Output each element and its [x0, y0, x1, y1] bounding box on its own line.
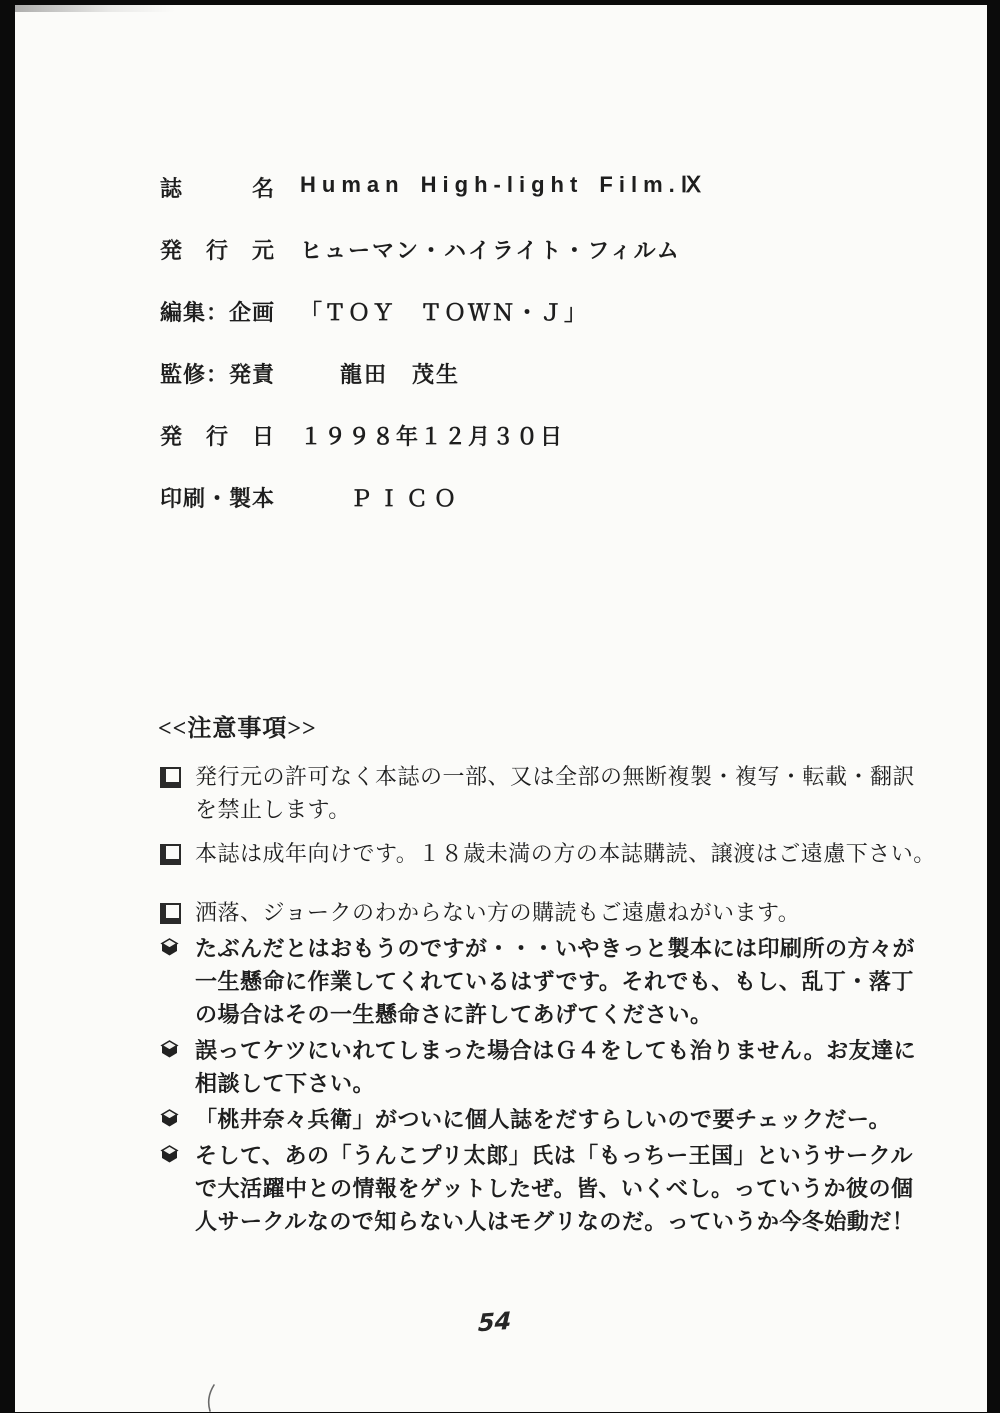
colophon-row-title [160, 172, 947, 234]
pen-mark [203, 1383, 219, 1413]
cube-bullet-icon [160, 1145, 179, 1164]
notice-line: で大活躍中との情報をゲットしたぜ。皆、いくべし。っていうか彼の個 [195, 1176, 914, 1201]
colophon-row-editing [160, 296, 947, 358]
notice-line: そして、あの「うんこプリ太郎」氏は「もっちー王国」というサークル [195, 1143, 914, 1168]
scanned-page [15, 5, 987, 1412]
notices-heading: <<注意事項>> [158, 716, 317, 742]
notice-item [160, 1139, 920, 1238]
notice-item [160, 896, 920, 929]
cube-bullet-icon [160, 938, 179, 957]
page-number: 54 [477, 1306, 512, 1338]
notice-line: 誤ってケツにいれてしまった場合はＧ４をしても治りません。お友達に [195, 1038, 917, 1063]
colophon-label: 発 行 元 [160, 238, 276, 263]
colophon-row-supervision [160, 358, 947, 420]
colophon-row-printing [160, 482, 947, 544]
notice-line: 一生懸命に作業してくれているはずです。それでも、もし、乱丁・落丁 [195, 969, 914, 994]
notice-line: 人サークルなので知らない人はモグリなのだ。っていうか今冬始動だ！ [195, 1209, 915, 1234]
colophon-block [160, 172, 947, 544]
colophon-value: ＰＩＣＯ [350, 486, 463, 511]
notice-line: 本誌は成年向けです。１８歳未満の方の本誌購読、譲渡はご遠慮下さい。 [195, 841, 936, 866]
notice-item [160, 837, 936, 870]
notice-item [160, 932, 920, 1031]
colophon-label: 誌 名 [160, 176, 276, 201]
open-box-bullet-icon [160, 844, 181, 865]
colophon-row-date [160, 420, 947, 482]
colophon-value: ヒューマン・ハイライト・フィルム [300, 238, 681, 263]
notice-line: 相談して下さい。 [195, 1071, 376, 1096]
colophon-value: 龍田 茂生 [340, 362, 461, 387]
colophon-label: 監修：発責 [160, 362, 276, 387]
colophon-label: 印刷・製本 [160, 486, 276, 511]
notice-line: 「桃井奈々兵衛」がついに個人誌をだすらしいので要チェックだー。 [195, 1107, 891, 1132]
colophon-value: 「ＴＯＹ ＴＯＷＮ・Ｊ」 [300, 300, 589, 325]
open-box-bullet-icon [160, 903, 181, 924]
notice-line: たぶんだとはおもうのですが・・・いやきっと製本には印刷所の方々が [195, 936, 916, 961]
notice-line: 発行元の許可なく本誌の一部、又は全部の無断複製・複写・転載・翻訳 [195, 764, 916, 789]
notices-list [160, 760, 936, 1241]
open-box-bullet-icon [160, 767, 181, 788]
colophon-value: Human High-light Film.Ⅸ [300, 172, 707, 197]
colophon-value: １９９８年１２月３０日 [300, 424, 565, 449]
notice-line: の場合はその一生懸命さに許してあげてください。 [195, 1002, 713, 1027]
colophon-row-publisher [160, 234, 947, 296]
colophon-label: 発 行 日 [160, 424, 276, 449]
notice-item [160, 1034, 920, 1100]
cube-bullet-icon [160, 1109, 179, 1128]
notice-item [160, 1103, 920, 1136]
notice-line: 洒落、ジョークのわからない方の購読もご遠慮ねがいます。 [195, 900, 801, 925]
cube-bullet-icon [160, 1040, 179, 1059]
colophon-label: 編集：企画 [160, 300, 276, 325]
notice-item [160, 760, 920, 826]
notice-line: を禁止します。 [195, 797, 351, 822]
